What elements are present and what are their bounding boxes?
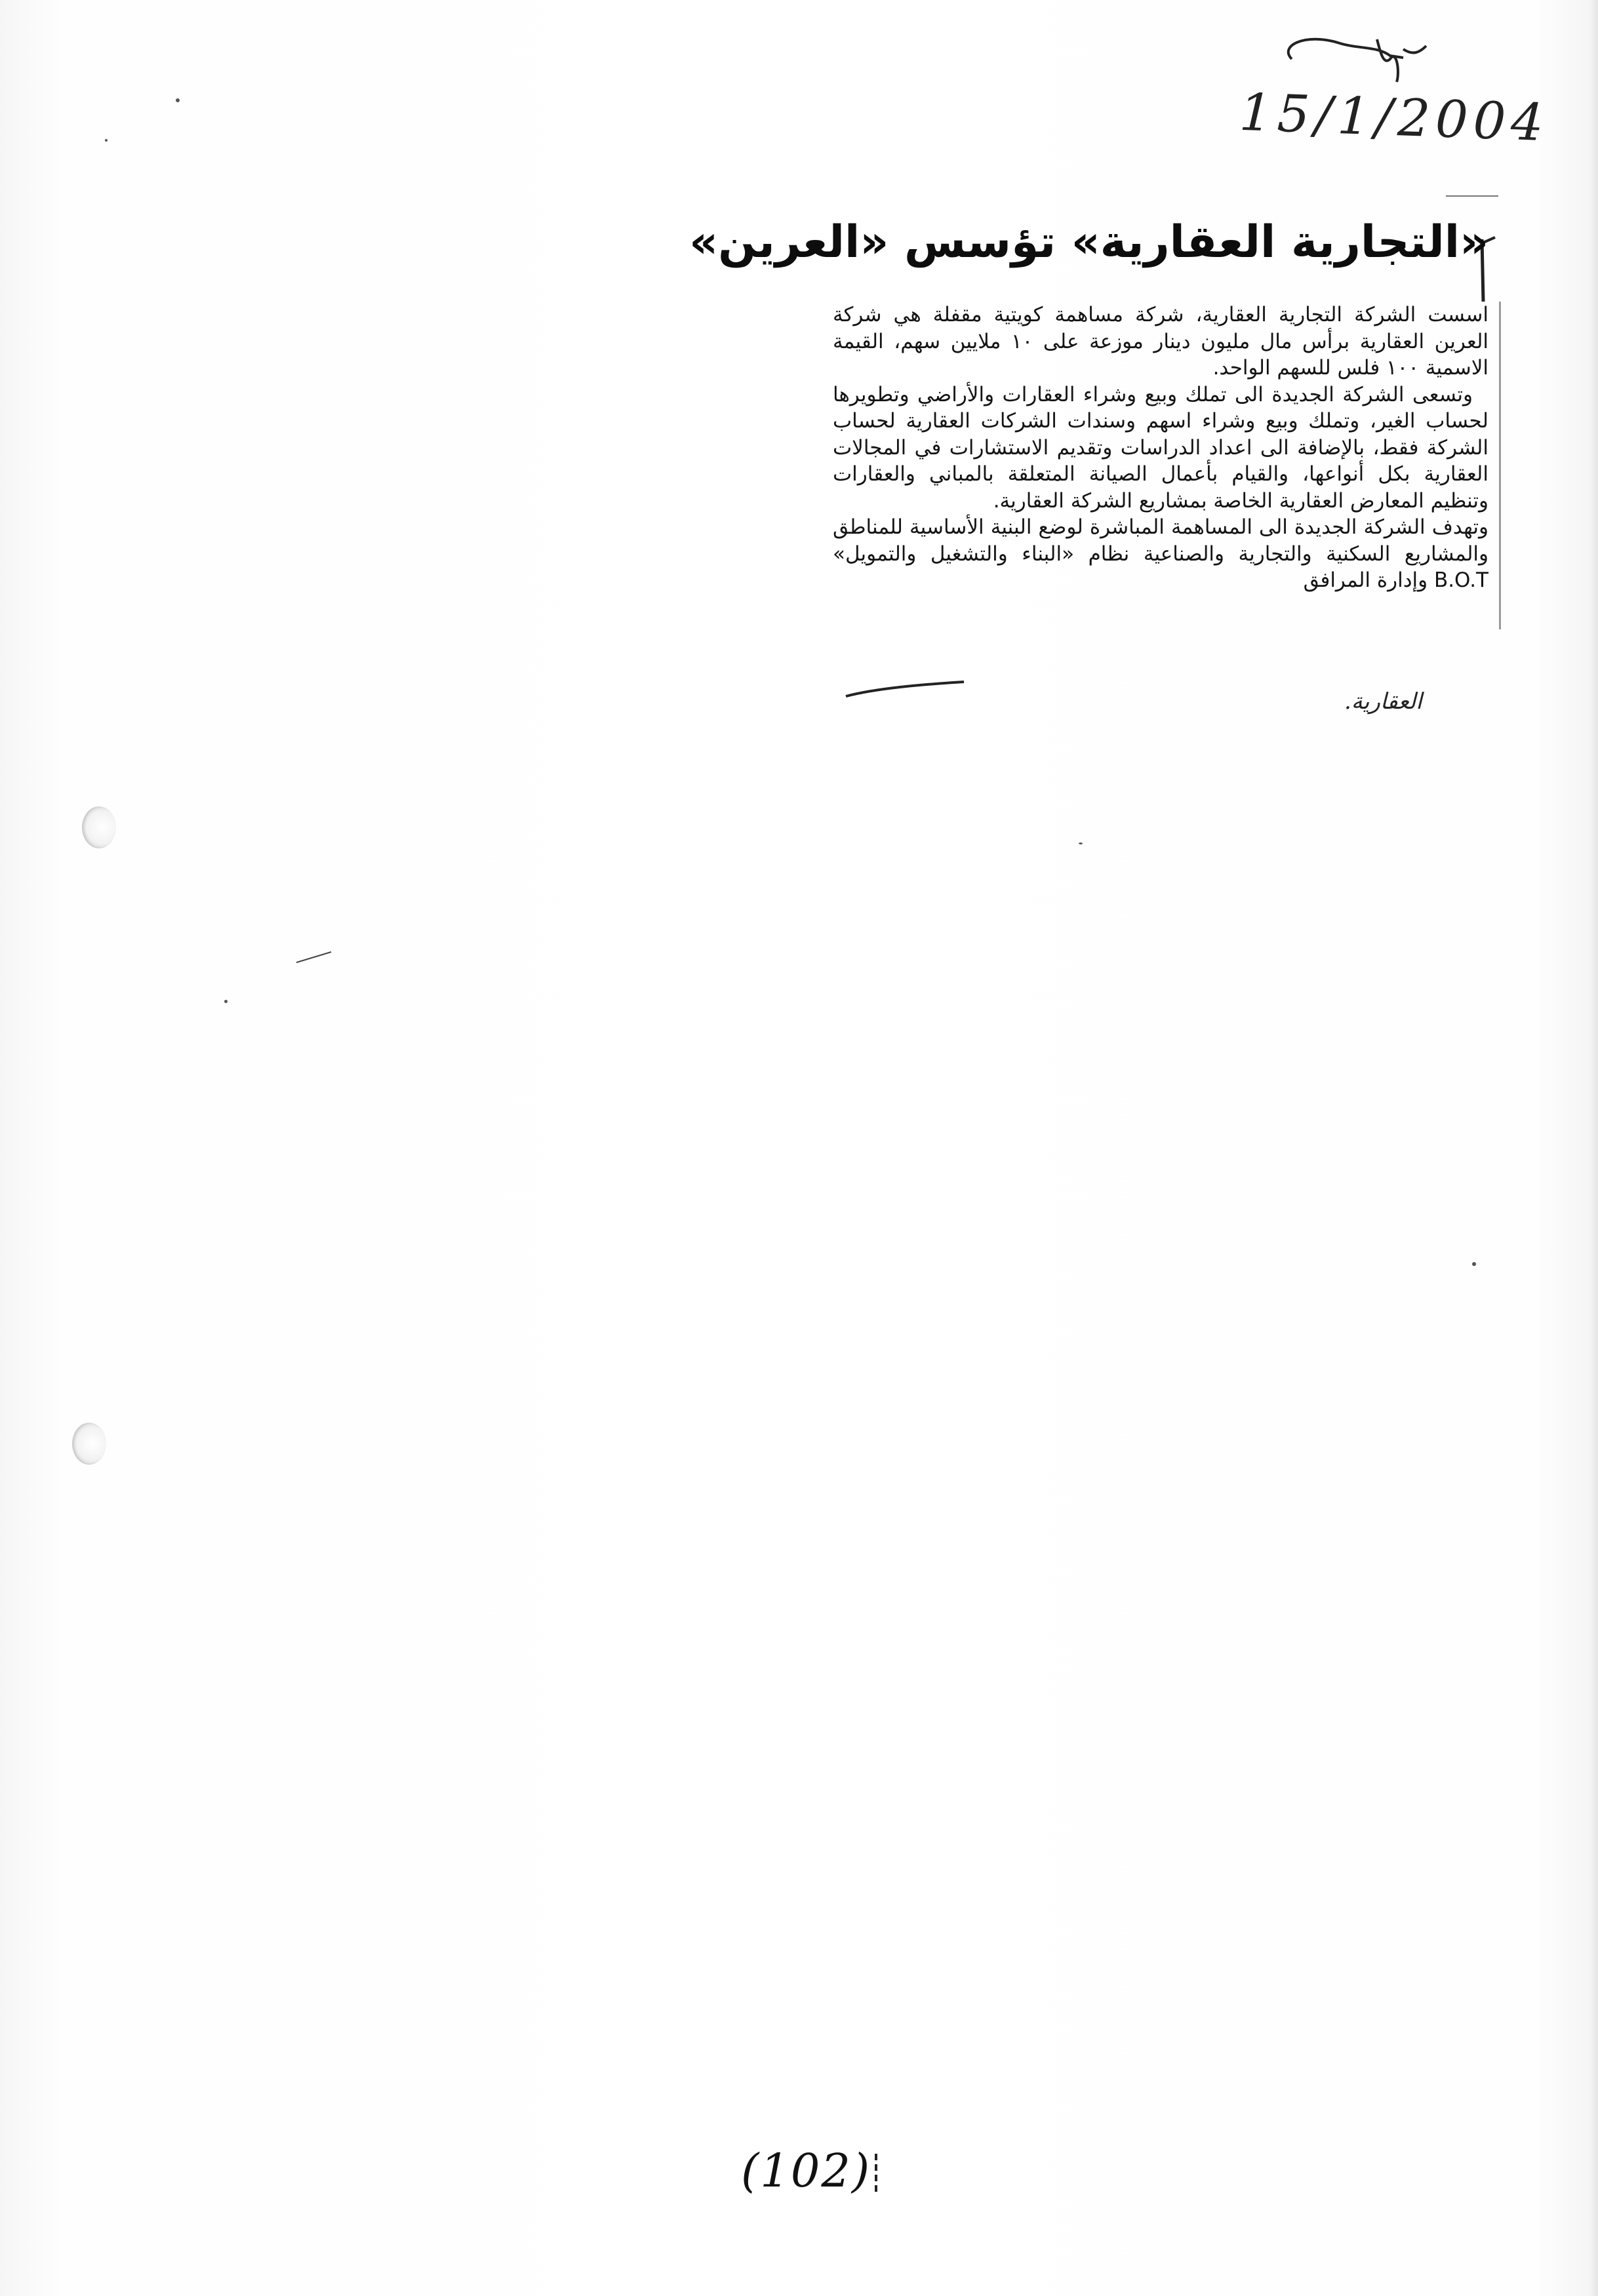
page-number-tick-mark [871,2150,884,2196]
article-body [833,302,1488,594]
newspaper-clipping [689,210,1489,747]
article-paragraph: وتسعى الشركة الجديدة الى تملك وبيع وشراء العقارات والأراضي وتطويرها لحساب الغير، وتملك وبيع وشراء اسهم وسندات الشركات العقارية لحساب الشركة فقط، بالإضافة الى اعداد الدراسات وتقديم الاستشارات في المجالات العقارية بكل أنواعها، والقيام بأعمال الصيانة المتعلقة بالمباني والعقارات وتنظيم المعارض العقارية الخاصة بمشاريع الشركة العقارية. [833,382,1488,513]
clipping-column-rule [1499,302,1501,629]
pencil-stroke-mark [295,949,334,965]
article-paragraph: وتهدف الشركة الجديدة الى المساهمة المباشرة لوضع البنية الأساسية للمناطق والمشاريع السكنية والتجارية والصناعية نظام «البناء والتشغيل والتمويل» B.O.T وإدارة المرافق [833,515,1488,592]
article-headline: «التجارية العقارية» تؤسس «العرين» [689,216,1488,268]
speck-mark [176,98,180,102]
clipping-top-rule [1446,195,1498,197]
handwritten-initials [1266,20,1436,92]
handwritten-date: 15/1/2004 [1238,83,1550,153]
article-paragraph: اسست الشركة التجارية العقارية، شركة مساهمة كويتية مقفلة هي شركة العرين العقارية برأس مال مليون دينار موزعة على ١٠ ملايين سهم، القيمة الاسمية ١٠٠ فلس للسهم الواحد. [833,303,1489,380]
page-edge-shadow [1589,0,1598,2296]
handwritten-page-number: (102) [741,2144,871,2198]
punch-hole-upper [82,806,116,848]
punch-hole-lower [72,1423,106,1465]
handwritten-word-completion: العقارية. [1344,688,1422,715]
handwritten-underline [843,677,967,703]
speck-mark [1472,1262,1476,1266]
speck-mark [1079,842,1083,844]
speck-mark [105,139,108,142]
speck-mark [224,1000,228,1003]
